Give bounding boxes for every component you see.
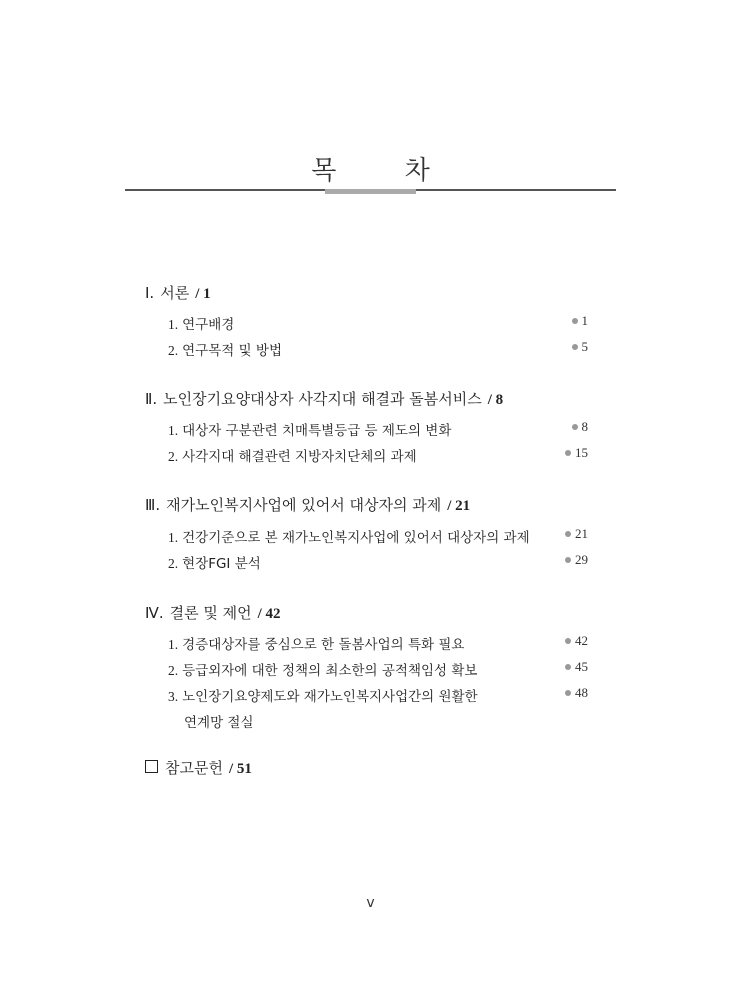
chapter-number: Ⅲ. <box>145 496 161 514</box>
title-rule-accent <box>325 189 416 194</box>
bullet-dot-icon <box>565 690 571 696</box>
item-number: 2. <box>168 343 179 358</box>
item-text: 등급외자에 대한 정책의 최소한의 공적책임성 확보 <box>182 663 478 679</box>
item-number: 2. <box>168 556 179 571</box>
item-number: 3. <box>168 689 179 704</box>
chapter-title: 노인장기요양대상자 사각지대 해결과 돌봄서비스 <box>163 390 482 408</box>
bullet-dot-icon <box>565 450 571 456</box>
chapter-number: Ⅳ. <box>145 604 164 622</box>
bullet-dot-icon <box>565 557 571 563</box>
item-page: 21 <box>575 526 588 541</box>
references-page: / 51 <box>228 761 252 777</box>
chapter-title: 서론 <box>160 284 190 302</box>
bullet-dot-icon <box>565 664 571 670</box>
bullet-dot-icon <box>572 318 578 324</box>
item-page: 48 <box>575 685 588 700</box>
item-text: 건강기준으로 본 재가노인복지사업에 있어서 대상자의 과제 <box>182 530 530 546</box>
toc-item-3-1[interactable] <box>168 526 588 546</box>
chapter-number: Ⅱ. <box>145 390 158 408</box>
item-page: 45 <box>575 659 588 674</box>
toc-item-2-1[interactable] <box>168 419 588 439</box>
toc-item-2-2[interactable] <box>168 445 588 465</box>
chapter-page: / 21 <box>447 498 471 514</box>
toc-item-1-1[interactable] <box>168 313 588 333</box>
chapter-3-heading[interactable] <box>145 494 470 515</box>
toc-item-3-2[interactable] <box>168 552 588 572</box>
item-number: 2. <box>168 663 179 678</box>
references-heading[interactable] <box>145 757 252 778</box>
item-page: 29 <box>575 552 588 567</box>
bullet-dot-icon <box>572 344 578 350</box>
item-number: 1. <box>168 530 179 545</box>
toc-item-4-2[interactable] <box>168 659 588 679</box>
bullet-dot-icon <box>565 638 571 644</box>
item-text-continued: 연계망 절실 <box>184 715 254 731</box>
page-title: 목 차 <box>311 156 460 186</box>
item-page: 1 <box>581 313 588 328</box>
item-text: 사각지대 해결관련 지방자치단체의 과제 <box>182 449 417 465</box>
item-page: 15 <box>575 445 588 460</box>
references-title: 참고문헌 <box>165 759 223 777</box>
checkbox-square-icon <box>145 760 158 773</box>
item-text: 현장FGI 분석 <box>182 556 261 572</box>
item-number: 1. <box>168 423 179 438</box>
chapter-page: / 1 <box>195 286 211 302</box>
chapter-1-heading[interactable] <box>145 282 211 303</box>
chapter-page: / 8 <box>487 392 504 408</box>
toc-item-4-1[interactable] <box>168 633 588 653</box>
item-page: 8 <box>581 419 588 434</box>
item-text: 연구배경 <box>182 317 235 333</box>
item-text: 노인장기요양제도와 재가노인복지사업간의 원활한 <box>182 689 478 705</box>
item-number: 2. <box>168 449 179 464</box>
item-number: 1. <box>168 317 179 332</box>
item-text: 연구목적 및 방법 <box>182 343 282 359</box>
chapter-4-heading[interactable] <box>145 602 281 623</box>
bullet-dot-icon <box>565 531 571 537</box>
bullet-dot-icon <box>572 424 578 430</box>
item-page: 42 <box>575 633 588 648</box>
chapter-title: 결론 및 제언 <box>169 604 252 622</box>
item-text: 대상자 구분관련 치매특별등급 등 제도의 변화 <box>182 423 452 439</box>
item-page: 5 <box>581 339 588 354</box>
toc-item-1-2[interactable] <box>168 339 588 359</box>
item-text: 경증대상자를 중심으로 한 돌봄사업의 특화 필요 <box>182 637 465 653</box>
chapter-2-heading[interactable] <box>145 388 503 409</box>
chapter-number: Ⅰ. <box>145 284 155 302</box>
chapter-title: 재가노인복지사업에 있어서 대상자의 과제 <box>166 496 442 514</box>
item-number: 1. <box>168 637 179 652</box>
page-number-footer: v <box>366 895 375 911</box>
toc-item-4-3[interactable] <box>168 685 588 731</box>
chapter-page: / 42 <box>257 606 281 622</box>
